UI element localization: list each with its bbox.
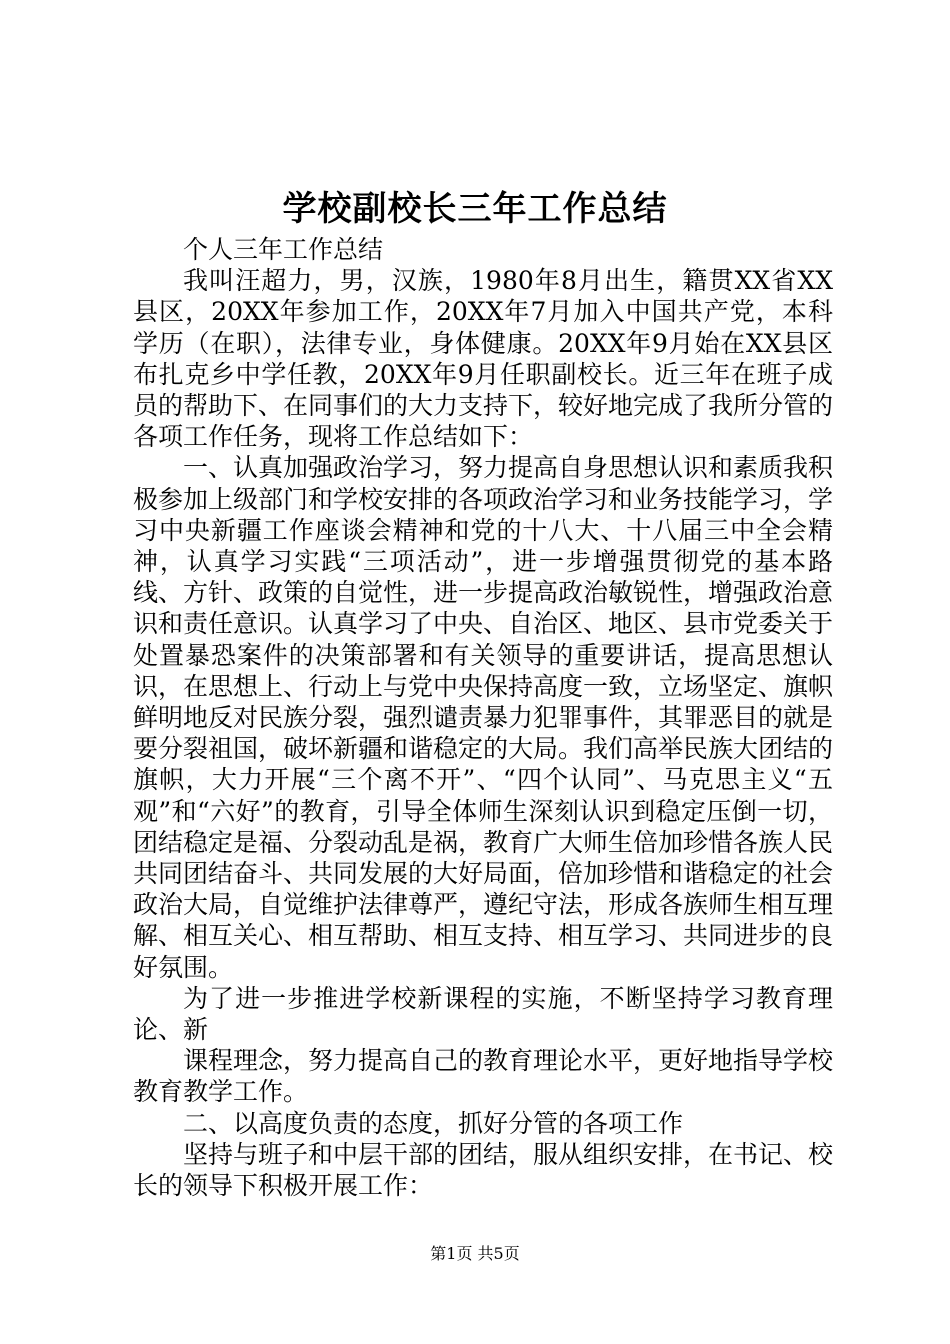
paragraph-section-two-body: 坚持与班子和中层干部的团结，服从组织安排，在书记、校长的领导下积极开展工作： bbox=[133, 1139, 834, 1201]
document-title: 学校副校长三年工作总结 bbox=[282, 189, 668, 229]
paragraph-curriculum-continued: 课程理念，努力提高自己的教育理论水平，更好地指导学校教育教学工作。 bbox=[133, 1046, 834, 1107]
paragraph-new-curriculum: 为了进一步推进学校新课程的实施，不断坚持学习教育理论、新 bbox=[133, 983, 833, 1045]
page-number-footer: 第1页 共5页 bbox=[430, 1244, 520, 1263]
paragraph-section-two-heading: 二、以高度负责的态度，抓好分管的各项工作 bbox=[183, 1108, 684, 1138]
paragraph-intro: 我叫汪超力，男，汉族，1980年8月出生，籍贯XX省XX县区，20XX年参加工作，20XX年7月加入中国共产党，本科学历（在职），法律专业，身体健康。20XX年9月始在XX县区布扎克乡中学任教，20XX年9月任职副校长。近三年在班子成员的帮助下、在同事们的大力支持下，较好地完成了我所分管的各项工作任务，现将工作总结如下： bbox=[133, 266, 834, 452]
paragraph-section-one: 一、认真加强政治学习，努力提高自身思想认识和素质我积极参加上级部门和学校安排的各项政治学习和业务技能学习，学习中央新疆工作座谈会精神和党的十八大、十八届三中全会精神，认真学习实践“三项活动”，进一步增强贯彻党的基本路线、方针、政策的自觉性，进一步提高政治敏锐性，增强政治意识和责任意识。认真学习了中央、自治区、地区、县市党委关于处置暴恐案件的决策部署和有关领导的重要讲话，提高思想认识，在思想上、行动上与党中央保持高度一致，立场坚定、旗帜鲜明地反对民族分裂，强烈谴责暴力犯罪事件，其罪恶目的就是要分裂祖国，破坏新疆和谐稳定的大局。我们高举民族大团结的旗帜，大力开展“三个离不开”、“四个认同”、马克思主义“五观”和“六好”的教育，引导全体师生深刻认识到稳定压倒一切，团结稳定是福、分裂动乱是祸，教育广大师生倍加珍惜各族人民共同团结奋斗、共同发展的大好局面，倍加珍惜和谐稳定的社会政治大局，自觉维护法律尊严，遵纪守法，形成各族师生相互理解、相互关心、相互帮助、相互支持、相互学习、共同进步的良好氛围。 bbox=[133, 453, 834, 982]
paragraph-subtitle: 个人三年工作总结 bbox=[183, 235, 384, 264]
document-body bbox=[133, 234, 833, 1201]
